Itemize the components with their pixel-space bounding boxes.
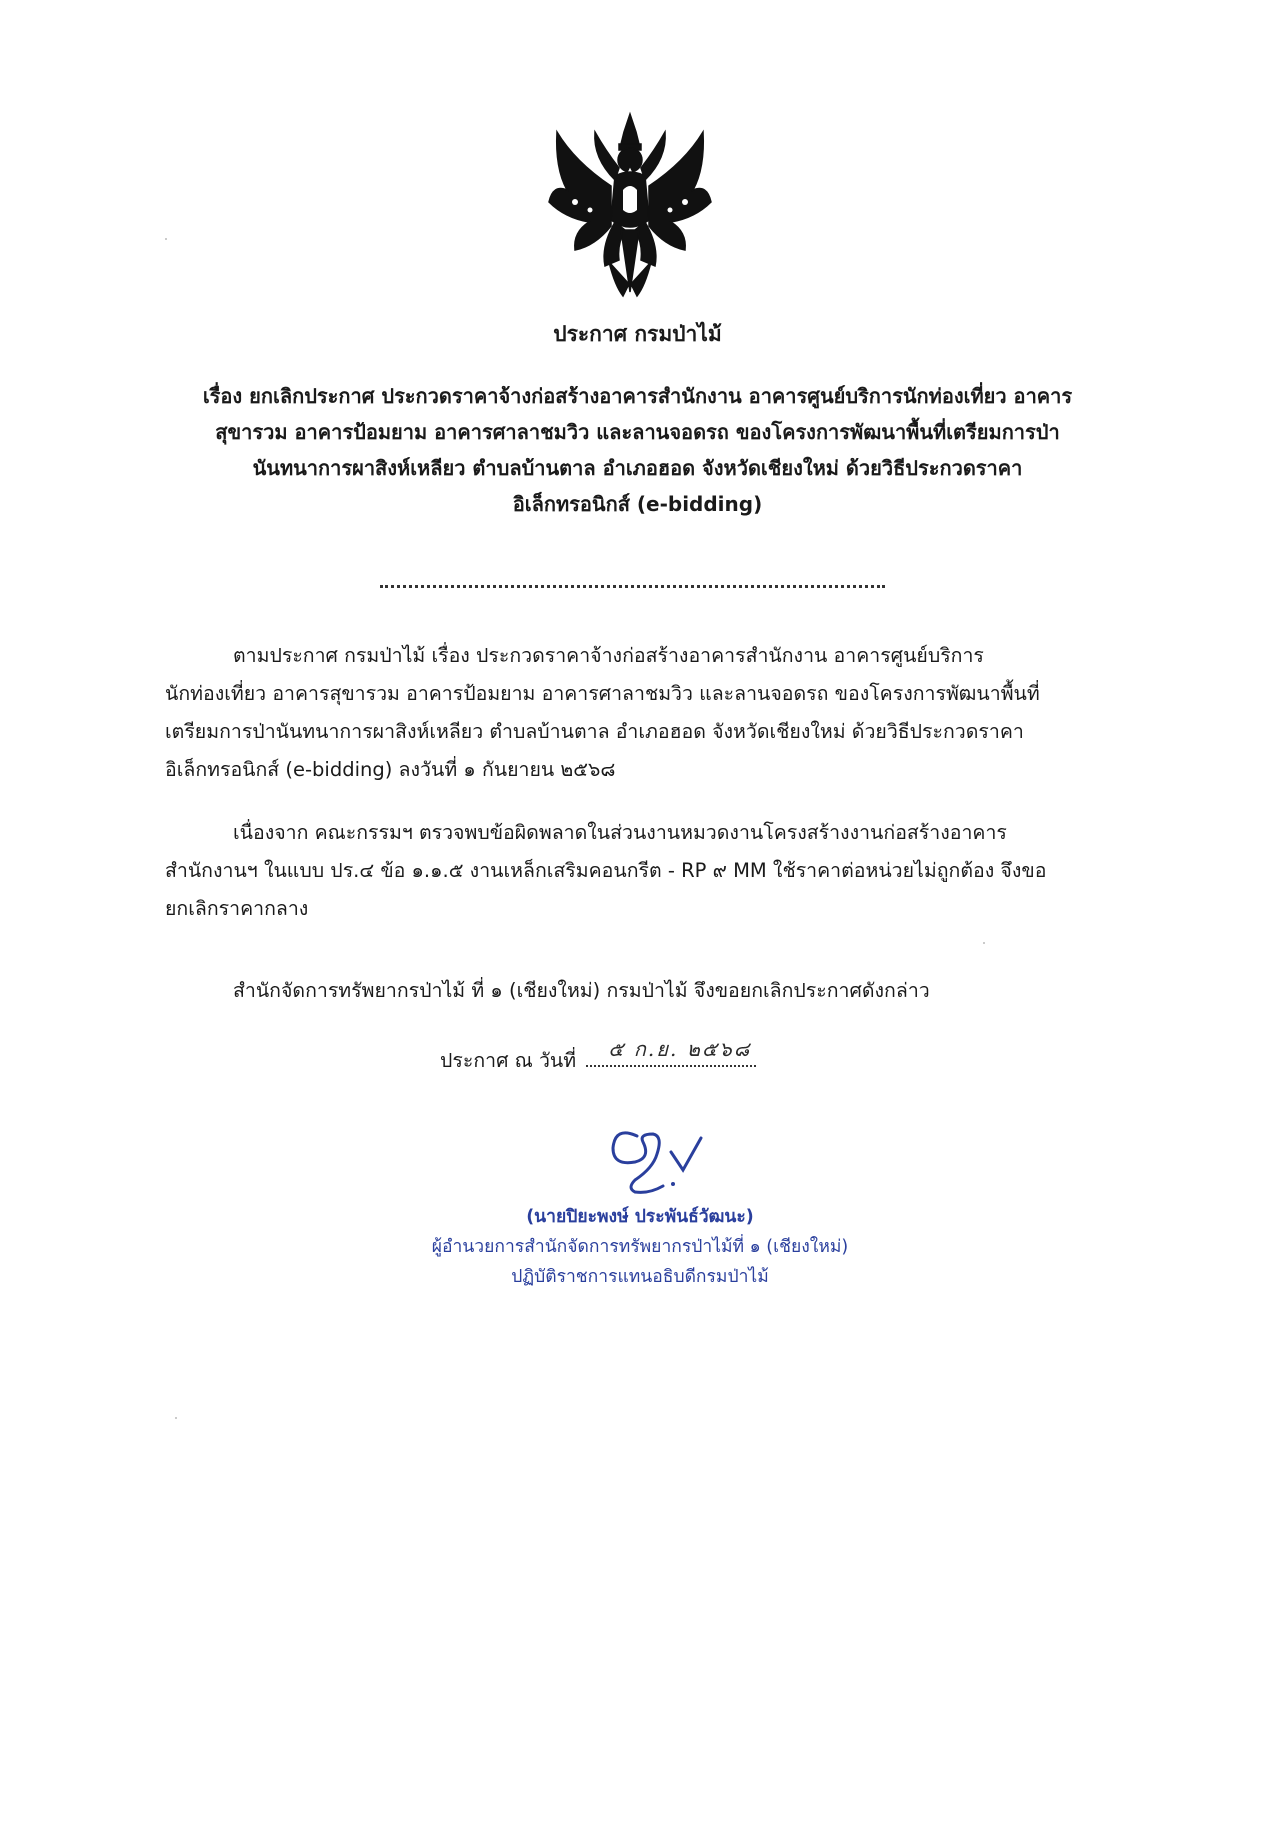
scan-speck — [175, 1417, 177, 1419]
signer-position: ผู้อำนวยการสำนักจัดการทรัพยากรป่าไม้ที่ ๑ (เชียงใหม่) — [431, 1237, 849, 1257]
signer-name: (นายปิยะพงษ์ ประพันธ์วัฒนะ) — [526, 1207, 754, 1227]
subject-heading — [170, 378, 1105, 522]
subject-line: สุขารวม อาคารป้อมยาม อาคารศาลาชมวิว และลานจอดรถ ของโครงการพัฒนาพื้นที่เตรียมการป่า — [215, 420, 1060, 444]
scan-speck — [983, 942, 985, 944]
signature-icon — [605, 1118, 715, 1203]
subject-line: เรื่อง ยกเลิกประกาศ ประกวดราคาจ้างก่อสร้างอาคารสำนักงาน อาคารศูนย์บริการนักท่องเที่ยว อาคาร — [202, 384, 1073, 408]
announce-date-line — [440, 1037, 756, 1076]
dotted-divider — [380, 585, 885, 590]
paragraph-line: ตามประกาศ กรมป่าไม้ เรื่อง ประกวดราคาจ้างก่อสร้างอาคารสำนักงาน อาคารศูนย์บริการ — [233, 644, 984, 667]
paragraph-line: อิเล็กทรอนิกส์ (e-bidding) ลงวันที่ ๑ กันยายน ๒๕๖๘ — [165, 758, 616, 781]
subject-line: อิเล็กทรอนิกส์ (e-bidding) — [512, 492, 763, 516]
paragraph-line: สำนักงานฯ ในแบบ ปร.๔ ข้อ ๑.๑.๕ งานเหล็กเสริมคอนกรีต - RP ๙ MM ใช้ราคาต่อหน่วยไม่ถูกต้อง จึงขอ — [165, 859, 1047, 882]
date-fill-field — [586, 1037, 756, 1067]
garuda-emblem-icon — [545, 110, 715, 300]
subject-line: นันทนาการผาสิงห์เหลียว ตำบลบ้านตาล อำเภอฮอด จังหวัดเชียงใหม่ ด้วยวิธีประกวดราคา — [252, 456, 1023, 480]
page-title: ประกาศ กรมป่าไม้ — [553, 322, 722, 346]
scan-speck — [165, 238, 167, 240]
handwritten-date: ๕ ก.ย. ๒๕๖๘ — [608, 1037, 752, 1061]
signer-block — [380, 1202, 900, 1292]
paragraph-line: เตรียมการป่านันทนาการผาสิงห์เหลียว ตำบลบ้านตาล อำเภอฮอด จังหวัดเชียงใหม่ ด้วยวิธีประกวดราคา — [165, 720, 1024, 743]
signer-acting: ปฏิบัติราชการแทนอธิบดีกรมป่าไม้ — [511, 1267, 769, 1287]
paragraph-line: สำนักจัดการทรัพยากรป่าไม้ ที่ ๑ (เชียงใหม่) กรมป่าไม้ จึงขอยกเลิกประกาศดังกล่าว — [233, 979, 930, 1002]
paragraph-line: เนื่องจาก คณะกรรมฯ ตรวจพบข้อผิดพลาดในส่วนงานหมวดงานโครงสร้างงานก่อสร้างอาคาร — [233, 821, 1007, 844]
paragraph-line: ยกเลิกราคากลาง — [165, 897, 309, 920]
body-paragraph-conclusion — [165, 972, 1125, 1010]
body-paragraph-reason — [165, 814, 1125, 928]
paragraph-line: นักท่องเที่ยว อาคารสุขารวม อาคารป้อมยาม อาคารศาลาชมวิว และลานจอดรถ ของโครงการพัฒนาพื้นที่ — [165, 682, 1040, 705]
body-paragraph-reference — [165, 637, 1125, 789]
announce-date-label: ประกาศ ณ วันที่ — [440, 1049, 577, 1072]
